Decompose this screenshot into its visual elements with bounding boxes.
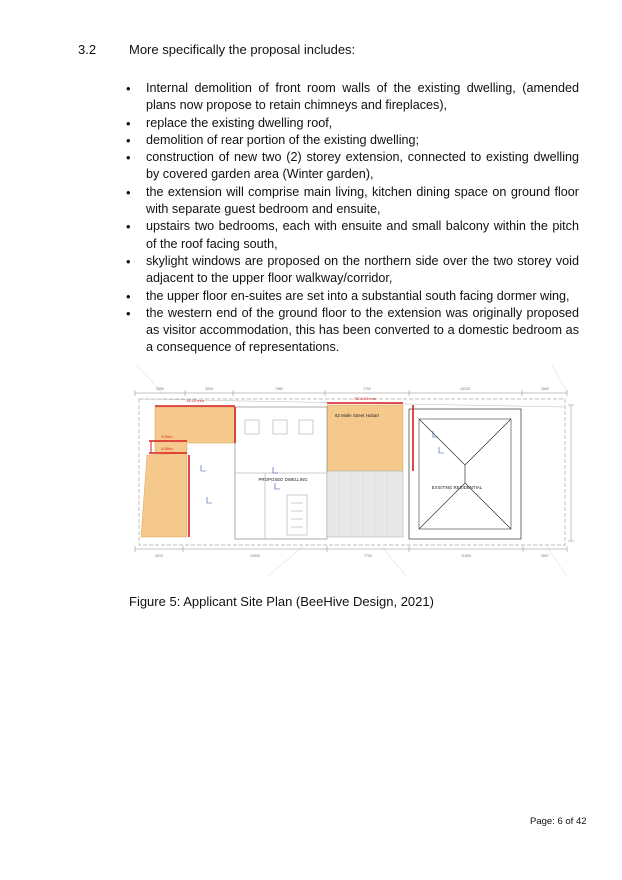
address-label: 82 Molle Street Hobart	[335, 413, 379, 418]
bullet-item: • upstairs two bedrooms, each with ensuite and small balcony within the pitch of the roof facing south,	[129, 218, 579, 253]
red-dim-label: 7504.00 mm	[353, 396, 377, 401]
page-number: Page: 6 of 42	[530, 816, 587, 827]
dim-bottom-label: 10530	[250, 554, 260, 558]
dim-top-label: 7980	[275, 387, 283, 391]
dim-bottom-label: 11500	[461, 554, 471, 558]
courtyard-area	[327, 471, 403, 537]
dim-top-label: 2550	[156, 387, 164, 391]
site-plan-figure	[127, 365, 579, 577]
section-number: 3.2	[78, 42, 97, 57]
bottom-dimension-line	[135, 546, 567, 558]
bullet-item: • skylight windows are proposed on the northern side over the two storey void adjacent to the upper floor walkway/corridor,	[129, 253, 579, 288]
existing-roof	[409, 409, 521, 539]
proposal-bullet-list	[129, 80, 579, 357]
section-intro: More specifically the proposal includes:	[129, 42, 356, 57]
top-dimension-line	[135, 387, 567, 396]
proposed-area-west	[141, 453, 187, 537]
bullet-item: • Internal demolition of front room walls of the existing dwelling, (amended plans now propose to retain chimneys and fireplaces),	[129, 80, 579, 115]
dim-bottom-label: 2610	[155, 554, 163, 558]
bullet-item: • the upper floor en-suites are set into a substantial south facing dormer wing,	[129, 288, 579, 305]
bullet-item: • the western end of the ground floor to the extension was originally proposed as visitor accommodation, this has been converted to a domestic bedroom as a consequence of representations.	[129, 305, 579, 357]
bullet-item: • the extension will comprise main living, kitchen dining space on ground floor with separate guest bedroom and ensuite,	[129, 184, 579, 219]
red-dim-label: 14.20 mm	[186, 398, 204, 403]
proposed-dwelling-label: PROPOSED DWELLING	[258, 477, 308, 482]
bullet-item: • construction of new two (2) storey extension, connected to existing dwelling by covered garden area (Winter garden),	[129, 149, 579, 184]
dim-top-label: 7700	[363, 387, 371, 391]
dim-top-label: 2660	[541, 387, 549, 391]
dim-top-label: 10120	[460, 387, 470, 391]
bullet-item: • demolition of rear portion of the existing dwelling;	[129, 132, 579, 149]
bullet-item: • replace the existing dwelling roof,	[129, 115, 579, 132]
red-dim-label: 6.00m	[161, 434, 173, 439]
existing-residential-label: EXISTING RESIDENTIAL	[431, 485, 483, 490]
red-dim-label: 6.00m	[161, 446, 173, 451]
dim-bottom-label: 7700	[364, 554, 372, 558]
dim-bottom-label: 2657	[541, 554, 549, 558]
right-dimension-line	[568, 405, 574, 541]
dim-top-label: 3000	[205, 387, 213, 391]
figure-caption: Figure 5: Applicant Site Plan (BeeHive Design, 2021)	[129, 594, 434, 609]
